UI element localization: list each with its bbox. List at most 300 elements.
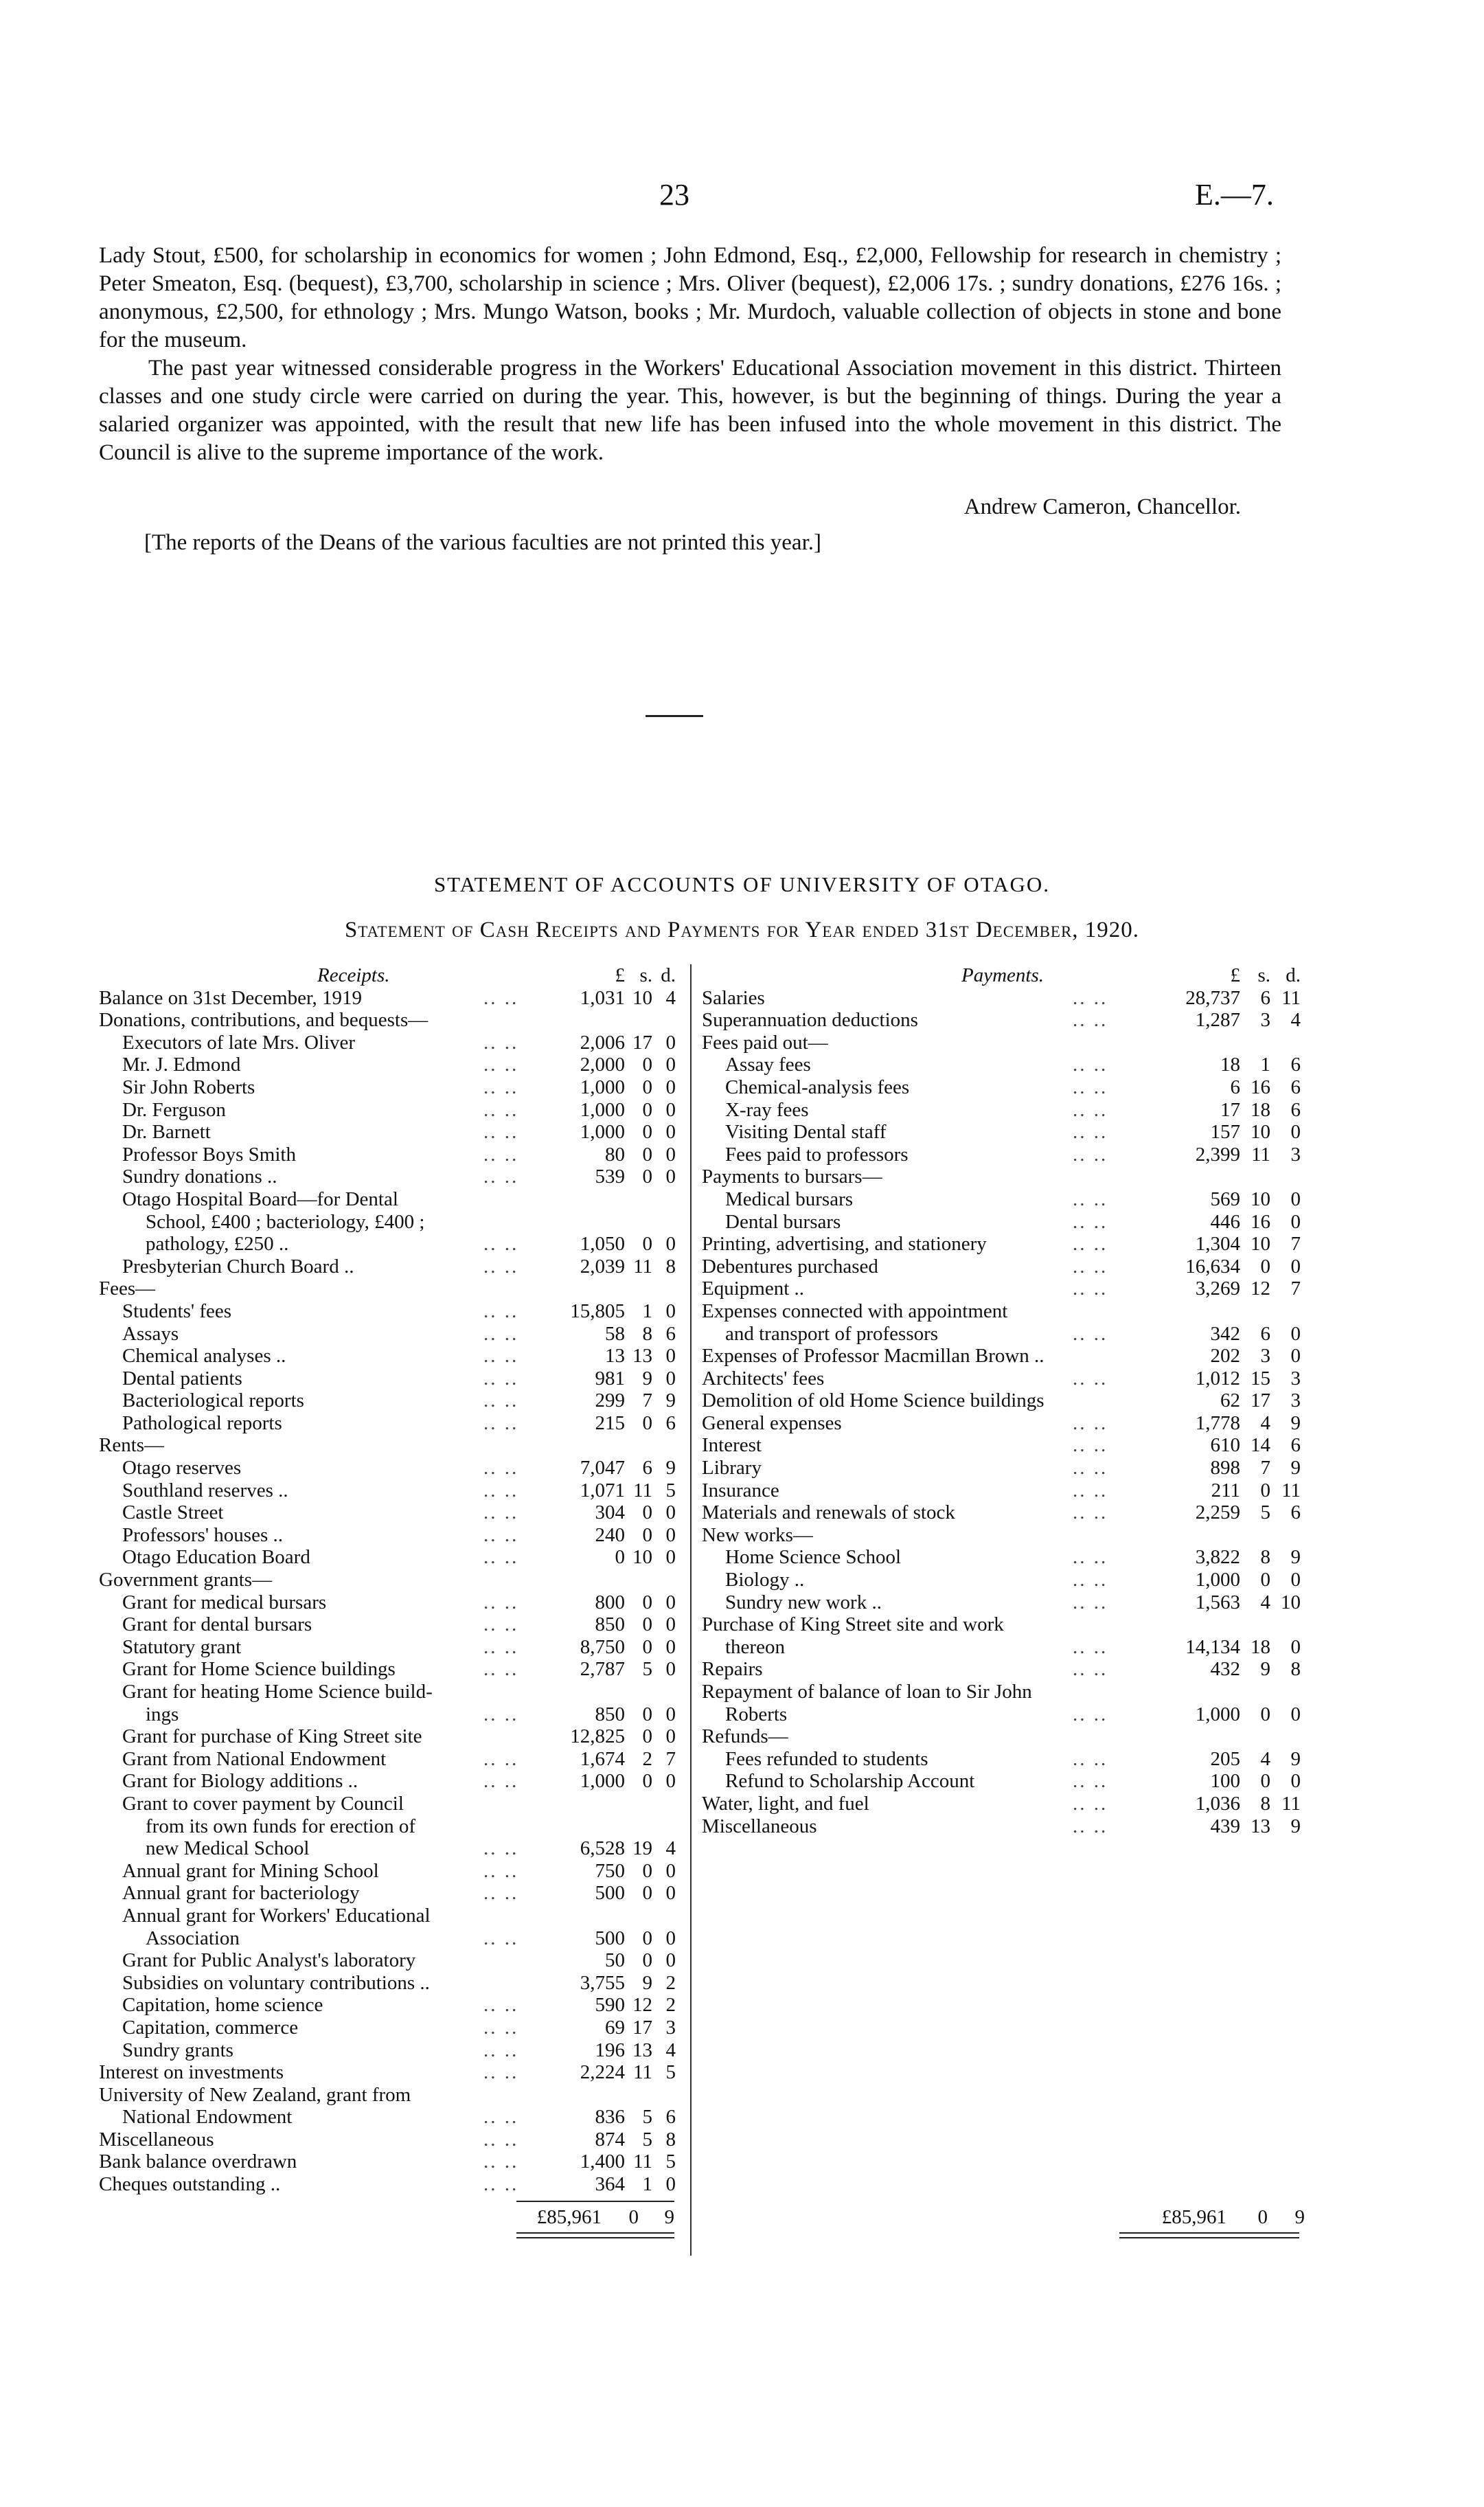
receipt-pence: 0 xyxy=(665,1166,676,1188)
payment-label: Visiting Dental staff xyxy=(725,1121,887,1144)
payment-pounds: 1,036 xyxy=(1195,1792,1240,1815)
payment-pounds: 1,304 xyxy=(1195,1233,1240,1256)
receipt-label: Presbyterian Church Board .. xyxy=(122,1255,354,1278)
payment-shillings: 16 xyxy=(1251,1210,1270,1233)
receipt-pounds: 3,755 xyxy=(580,1971,625,1994)
payment-pounds: 62 xyxy=(1220,1389,1240,1412)
receipt-pence: 2 xyxy=(665,1994,676,2017)
receipt-pounds: 590 xyxy=(595,1994,625,2017)
payment-pence: 3 xyxy=(1290,1367,1301,1389)
receipt-label: Otago Education Board xyxy=(122,1546,310,1569)
payment-pence: 6 xyxy=(1290,1076,1301,1098)
leader-dots: .. .. xyxy=(483,1322,519,1345)
receipt-row xyxy=(99,2106,676,2129)
payment-row xyxy=(702,1032,1306,1054)
receipt-label: Dental patients xyxy=(122,1367,242,1389)
payment-row xyxy=(702,1524,1306,1547)
payment-pounds: 16,634 xyxy=(1185,1255,1240,1278)
receipt-pounds: 1,000 xyxy=(580,1098,625,1121)
payment-shillings: 12 xyxy=(1251,1278,1270,1300)
payment-pence: 3 xyxy=(1290,1143,1301,1166)
pence-header: d. xyxy=(1286,964,1301,986)
payment-shillings: 18 xyxy=(1251,1635,1270,1658)
leader-dots: .. .. xyxy=(483,1054,519,1076)
leader-dots: .. .. xyxy=(1073,1233,1108,1256)
payment-row xyxy=(702,1613,1306,1636)
receipt-shillings: 0 xyxy=(642,1098,652,1121)
receipt-label: Professor Boys Smith xyxy=(122,1143,296,1166)
payment-pounds: 1,000 xyxy=(1195,1569,1240,1591)
payment-pence: 9 xyxy=(1290,1815,1301,1837)
payment-shillings: 4 xyxy=(1260,1591,1270,1613)
payment-label: Fees paid out— xyxy=(702,1031,828,1054)
receipt-row xyxy=(99,1748,676,1771)
payment-row xyxy=(702,1166,1306,1188)
payment-row xyxy=(702,1658,1306,1681)
payment-pence: 9 xyxy=(1290,1747,1301,1770)
payment-shillings: 0 xyxy=(1260,1770,1270,1793)
payment-shillings: 18 xyxy=(1251,1098,1270,1121)
intro-paragraph-1: Lady Stout, £500, for scholarship in economics for women ; John Edmond, Esq., £2,000, Fellowship for research in chemistry ; Peter Smeaton, Esq. (bequest), £3,700, scholarship in science ; Mrs. Oliver (bequest), £2,006 17s. ; sundry donations, £276 16s. ; anonymous, £2,500, for ethnology ; Mrs. Mungo Watson, books ; Mr. Murdoch, valuable collection of objects in stone and bone for the museum. xyxy=(99,243,1281,352)
receipt-pence: 8 xyxy=(665,2128,676,2151)
receipt-pounds: 1,000 xyxy=(580,1121,625,1144)
payment-label: Materials and renewals of stock xyxy=(702,1501,955,1524)
receipt-label: Subsidies on voluntary contributions .. xyxy=(122,1971,430,1994)
payment-pence: 3 xyxy=(1290,1389,1301,1412)
payment-pounds: 3,822 xyxy=(1195,1546,1240,1569)
shillings-header: s. xyxy=(639,964,652,986)
receipt-shillings: 6 xyxy=(642,1457,652,1479)
receipt-shillings: 5 xyxy=(642,1658,652,1681)
payment-label: Expenses of Professor Macmillan Brown .. xyxy=(702,1345,1044,1368)
payment-row xyxy=(702,1703,1306,1726)
payment-pounds: 28,737 xyxy=(1185,986,1240,1009)
receipt-label: Otago reserves xyxy=(122,1457,242,1479)
receipt-shillings: 0 xyxy=(642,1635,652,1658)
receipt-label: Bacteriological reports xyxy=(122,1389,304,1412)
payment-row xyxy=(702,1412,1306,1435)
receipt-shillings: 0 xyxy=(642,1725,652,1748)
payment-label: Chemical-analysis fees xyxy=(725,1076,910,1098)
payment-label: Architects' fees xyxy=(702,1367,825,1389)
payment-row xyxy=(702,1479,1306,1502)
receipt-row xyxy=(99,1569,676,1591)
receipt-pounds: 800 xyxy=(595,1591,625,1613)
payment-row xyxy=(702,1770,1306,1793)
receipt-shillings: 0 xyxy=(642,1591,652,1613)
receipt-pence: 6 xyxy=(665,1322,676,1345)
receipt-pounds: 58 xyxy=(605,1322,625,1345)
receipt-row xyxy=(99,1457,676,1479)
receipt-label: Interest on investments xyxy=(99,2061,284,2084)
receipts-total-pounds: £85,961 xyxy=(536,2206,602,2228)
receipt-pence: 0 xyxy=(665,1613,676,1636)
payment-row xyxy=(702,1211,1306,1234)
leader-dots: .. .. xyxy=(483,2128,519,2151)
receipt-pence: 0 xyxy=(665,1076,676,1098)
receipt-shillings: 12 xyxy=(632,1994,652,2017)
payment-shillings: 3 xyxy=(1260,1009,1270,1032)
receipt-pence: 0 xyxy=(665,1882,676,1905)
receipt-label: Donations, contributions, and bequests— xyxy=(99,1009,429,1032)
payment-pence: 9 xyxy=(1290,1411,1301,1434)
receipt-label: ings xyxy=(146,1703,179,1725)
receipt-pence: 0 xyxy=(665,1233,676,1256)
receipt-label: Grant for Biology additions .. xyxy=(122,1770,358,1793)
payment-shillings: 14 xyxy=(1251,1434,1270,1457)
statement-subtitle: Statement of Cash Receipts and Payments for Year ended 31st December, 1920. xyxy=(344,918,1140,942)
receipt-pounds: 2,787 xyxy=(580,1658,625,1681)
leader-dots: .. .. xyxy=(483,1255,519,1278)
receipt-pounds: 1,674 xyxy=(580,1747,625,1770)
receipt-pence: 0 xyxy=(665,1143,676,1166)
receipt-row xyxy=(99,987,676,1010)
receipt-label: Southland reserves .. xyxy=(122,1479,288,1501)
receipt-pence: 4 xyxy=(665,1837,676,1860)
receipt-shillings: 10 xyxy=(632,986,652,1009)
payment-label: Water, light, and fuel xyxy=(702,1792,869,1815)
receipt-pence: 0 xyxy=(665,1949,676,1972)
receipt-pounds: 15,805 xyxy=(570,1300,625,1322)
payment-pence: 4 xyxy=(1290,1009,1301,1032)
leader-dots: .. .. xyxy=(483,1523,519,1546)
receipt-label: Mr. J. Edmond xyxy=(122,1054,241,1076)
payment-pounds: 205 xyxy=(1210,1747,1240,1770)
receipt-pence: 9 xyxy=(665,1389,676,1412)
receipt-label: Fees— xyxy=(99,1278,156,1300)
receipt-shillings: 0 xyxy=(642,1703,652,1725)
receipt-pence: 0 xyxy=(665,1725,676,1748)
receipt-row xyxy=(99,1681,676,1703)
receipt-label: Sundry donations .. xyxy=(122,1166,277,1188)
receipts-total-rule xyxy=(516,2201,674,2202)
receipt-row xyxy=(99,1882,676,1905)
receipt-label: pathology, £250 .. xyxy=(146,1233,289,1256)
payment-row xyxy=(702,1345,1306,1368)
payment-label: Interest xyxy=(702,1434,762,1457)
receipt-pence: 0 xyxy=(665,2173,676,2196)
payment-shillings: 6 xyxy=(1260,986,1270,1009)
payment-pence: 8 xyxy=(1290,1658,1301,1681)
receipt-row xyxy=(99,1278,676,1300)
leader-dots: .. .. xyxy=(483,1389,519,1412)
payment-row xyxy=(702,1054,1306,1076)
payment-pence: 11 xyxy=(1281,986,1301,1009)
payment-pounds: 2,399 xyxy=(1195,1143,1240,1166)
receipt-label: National Endowment xyxy=(122,2106,293,2129)
receipt-shillings: 0 xyxy=(642,1411,652,1434)
receipt-pence: 0 xyxy=(665,1546,676,1569)
receipt-pounds: 1,071 xyxy=(580,1479,625,1501)
leader-dots: .. .. xyxy=(483,1121,519,1144)
receipt-shillings: 0 xyxy=(642,1054,652,1076)
payments-column xyxy=(702,964,1306,1837)
receipt-pence: 2 xyxy=(665,1971,676,1994)
pounds-header: £ xyxy=(1230,964,1240,986)
leader-dots: .. .. xyxy=(1073,1210,1108,1233)
receipt-pence: 8 xyxy=(665,1255,676,1278)
receipt-label: Balance on 31st December, 1919 xyxy=(99,986,362,1009)
receipt-shillings: 0 xyxy=(642,1770,652,1793)
leader-dots: .. .. xyxy=(1073,1635,1108,1658)
receipt-pounds: 1,000 xyxy=(580,1770,625,1793)
pence-header: d. xyxy=(661,964,676,986)
receipt-row xyxy=(99,1613,676,1636)
receipt-shillings: 5 xyxy=(642,2106,652,2129)
receipt-pence: 0 xyxy=(665,1927,676,1949)
receipt-label: Grant to cover payment by Council xyxy=(122,1792,404,1815)
payment-shillings: 15 xyxy=(1251,1367,1270,1389)
leader-dots: .. .. xyxy=(483,1098,519,1121)
leader-dots: .. .. xyxy=(1073,1188,1108,1210)
payment-shillings: 9 xyxy=(1260,1658,1270,1681)
payment-shillings: 6 xyxy=(1260,1322,1270,1345)
payment-pounds: 3,269 xyxy=(1195,1278,1240,1300)
payment-label: Demolition of old Home Science buildings xyxy=(702,1389,1044,1412)
receipt-row xyxy=(99,1837,676,1860)
payment-label: Fees refunded to students xyxy=(725,1747,928,1770)
payment-pounds: 17 xyxy=(1220,1098,1240,1121)
payment-shillings: 8 xyxy=(1260,1546,1270,1569)
leader-dots: .. .. xyxy=(1073,1009,1108,1032)
receipt-label: Sundry grants xyxy=(122,2039,233,2061)
receipt-row xyxy=(99,1389,676,1412)
receipt-pence: 0 xyxy=(665,1300,676,1322)
receipt-row xyxy=(99,1300,676,1323)
receipt-pounds: 196 xyxy=(595,2039,625,2061)
payment-pence: 6 xyxy=(1290,1434,1301,1457)
receipt-pounds: 500 xyxy=(595,1927,625,1949)
receipt-pence: 5 xyxy=(665,2061,676,2084)
receipt-row xyxy=(99,1323,676,1346)
receipt-shillings: 19 xyxy=(632,1837,652,1860)
receipt-label: Grant for medical bursars xyxy=(122,1591,327,1613)
leader-dots: .. .. xyxy=(1073,1411,1108,1434)
receipt-label: Professors' houses .. xyxy=(122,1523,283,1546)
receipt-row xyxy=(99,1815,676,1838)
receipt-shillings: 10 xyxy=(632,1546,652,1569)
leader-dots: .. .. xyxy=(483,1658,519,1681)
statement-title: STATEMENT OF ACCOUNTS OF UNIVERSITY OF OTAGO. xyxy=(433,872,1051,896)
receipt-pence: 0 xyxy=(665,1658,676,1681)
payment-pence: 0 xyxy=(1290,1770,1301,1793)
column-separator xyxy=(690,964,692,2256)
payment-pounds: 6 xyxy=(1230,1076,1240,1098)
receipt-pence: 0 xyxy=(665,1367,676,1389)
payment-pounds: 157 xyxy=(1210,1121,1240,1144)
receipt-row xyxy=(99,1434,676,1457)
leader-dots: .. .. xyxy=(483,2039,519,2061)
receipt-row xyxy=(99,1793,676,1815)
payment-shillings: 7 xyxy=(1260,1457,1270,1479)
leader-dots: .. .. xyxy=(483,2061,519,2084)
receipt-label: Chemical analyses .. xyxy=(122,1345,286,1368)
receipt-row xyxy=(99,1009,676,1032)
receipt-label: Cheques outstanding .. xyxy=(99,2173,281,2196)
receipt-label: Annual grant for Mining School xyxy=(122,1859,379,1882)
receipt-pounds: 500 xyxy=(595,1882,625,1905)
receipt-row xyxy=(99,2039,676,2062)
payment-row xyxy=(702,1300,1306,1323)
section-divider xyxy=(646,715,703,717)
payment-row xyxy=(702,1144,1306,1166)
receipt-label: new Medical School xyxy=(146,1837,310,1860)
receipt-label: Pathological reports xyxy=(122,1411,282,1434)
leader-dots: .. .. xyxy=(483,1367,519,1389)
payment-row xyxy=(702,1256,1306,1278)
leader-dots: .. .. xyxy=(483,1747,519,1770)
payments-total-double-rule xyxy=(1119,2232,1299,2238)
receipt-shillings: 0 xyxy=(642,1927,652,1949)
payment-label: Insurance xyxy=(702,1479,779,1501)
receipt-shillings: 13 xyxy=(632,2039,652,2061)
page-number: 23 xyxy=(659,178,689,212)
leader-dots: .. .. xyxy=(483,1479,519,1501)
payment-pence: 0 xyxy=(1290,1345,1301,1368)
receipt-label: Otago Hospital Board—for Dental xyxy=(122,1188,398,1210)
payment-label: Dental bursars xyxy=(725,1210,841,1233)
payment-pence: 7 xyxy=(1290,1278,1301,1300)
payment-row xyxy=(702,1725,1306,1748)
receipt-label: Association xyxy=(146,1927,240,1949)
receipt-label: Government grants— xyxy=(99,1569,273,1591)
payment-pounds: 342 xyxy=(1210,1322,1240,1345)
payment-shillings: 10 xyxy=(1251,1121,1270,1144)
receipt-row xyxy=(99,1703,676,1726)
payment-shillings: 10 xyxy=(1251,1233,1270,1256)
receipt-row xyxy=(99,1099,676,1122)
payment-pounds: 446 xyxy=(1210,1210,1240,1233)
payment-label: Refund to Scholarship Account xyxy=(725,1770,975,1793)
leader-dots: .. .. xyxy=(483,1457,519,1479)
leader-dots: .. .. xyxy=(1073,1278,1108,1300)
receipt-pounds: 7,047 xyxy=(580,1457,625,1479)
receipt-row xyxy=(99,2151,676,2173)
payment-pence: 9 xyxy=(1290,1457,1301,1479)
leader-dots: .. .. xyxy=(483,1994,519,2017)
receipt-row xyxy=(99,1860,676,1883)
payment-label: Assay fees xyxy=(725,1054,811,1076)
receipt-label: Rents— xyxy=(99,1434,165,1457)
receipt-label: Grant for heating Home Science build- xyxy=(122,1681,433,1703)
receipt-label: Grant for purchase of King Street site xyxy=(122,1725,422,1748)
payment-label: Equipment .. xyxy=(702,1278,805,1300)
payment-label: Roberts xyxy=(725,1703,788,1725)
payment-label: General expenses xyxy=(702,1411,842,1434)
receipt-shillings: 0 xyxy=(642,1613,652,1636)
payment-row xyxy=(702,1233,1306,1256)
payment-row xyxy=(702,1569,1306,1591)
editorial-note: [The reports of the Deans of the various faculties are not printed this year.] xyxy=(144,530,821,555)
payment-pounds: 432 xyxy=(1210,1658,1240,1681)
receipt-pence: 7 xyxy=(665,1747,676,1770)
payment-label: Biology .. xyxy=(725,1569,805,1591)
receipt-pounds: 50 xyxy=(605,1949,625,1972)
receipt-pounds: 304 xyxy=(595,1501,625,1524)
receipt-label: School, £400 ; bacteriology, £400 ; xyxy=(146,1210,425,1233)
payment-pence: 11 xyxy=(1281,1479,1301,1501)
receipt-pounds: 13 xyxy=(605,1345,625,1368)
payment-shillings: 0 xyxy=(1260,1703,1270,1725)
leader-dots: .. .. xyxy=(483,1703,519,1725)
receipt-pounds: 8,750 xyxy=(580,1635,625,1658)
receipt-label: Dr. Ferguson xyxy=(122,1098,226,1121)
leader-dots: .. .. xyxy=(1073,1479,1108,1501)
receipt-pounds: 299 xyxy=(595,1389,625,1412)
leader-dots: .. .. xyxy=(1073,986,1108,1009)
leader-dots: .. .. xyxy=(1073,1658,1108,1681)
receipt-row xyxy=(99,1233,676,1256)
receipt-pounds: 80 xyxy=(605,1143,625,1166)
leader-dots: .. .. xyxy=(483,1837,519,1860)
payment-pounds: 1,287 xyxy=(1195,1009,1240,1032)
receipt-pounds: 1,000 xyxy=(580,1076,625,1098)
receipt-pence: 0 xyxy=(665,1635,676,1658)
payment-pounds: 610 xyxy=(1210,1434,1240,1457)
payment-pounds: 1,563 xyxy=(1195,1591,1240,1613)
leader-dots: .. .. xyxy=(483,1770,519,1793)
receipt-row xyxy=(99,1368,676,1390)
payment-label: Salaries xyxy=(702,986,765,1009)
receipt-pence: 0 xyxy=(665,1591,676,1613)
receipt-row xyxy=(99,2084,676,2107)
leader-dots: .. .. xyxy=(483,1635,519,1658)
leader-dots: .. .. xyxy=(1073,1747,1108,1770)
receipt-row xyxy=(99,1905,676,1927)
receipt-row xyxy=(99,1054,676,1076)
payment-label: thereon xyxy=(725,1635,785,1658)
receipt-pence: 6 xyxy=(665,2106,676,2129)
receipt-pence: 0 xyxy=(665,1770,676,1793)
payment-row xyxy=(702,1099,1306,1122)
intro-paragraph-2: The past year witnessed considerable progress in the Workers' Educational Association movement in this district. Thirteen classes and one study circle were carried on during the year. This, however, is but the beginning of things. During the year a salaried organizer was appointed, with the result that new life has been infused into the whole movement in this district. The Council is alive to the supreme importance of the work. xyxy=(99,356,1281,465)
leader-dots: .. .. xyxy=(1073,1255,1108,1278)
receipt-label: Grant from National Endowment xyxy=(122,1747,387,1770)
payment-shillings: 0 xyxy=(1260,1255,1270,1278)
receipt-pence: 5 xyxy=(665,1479,676,1501)
payment-pounds: 18 xyxy=(1220,1054,1240,1076)
receipt-pounds: 2,006 xyxy=(580,1031,625,1054)
payment-shillings: 0 xyxy=(1260,1569,1270,1591)
payment-pounds: 569 xyxy=(1210,1188,1240,1210)
leader-dots: .. .. xyxy=(483,986,519,1009)
receipt-shillings: 0 xyxy=(642,1523,652,1546)
receipt-pounds: 850 xyxy=(595,1613,625,1636)
payments-total xyxy=(1119,2206,1305,2230)
payment-shillings: 10 xyxy=(1251,1188,1270,1210)
receipt-pounds: 981 xyxy=(595,1367,625,1389)
receipt-shillings: 1 xyxy=(642,1300,652,1322)
payment-pence: 0 xyxy=(1290,1635,1301,1658)
receipts-heading: Receipts. xyxy=(317,964,390,986)
receipt-label: from its own funds for erection of xyxy=(146,1815,416,1837)
payment-row xyxy=(702,1815,1306,1838)
payment-pounds: 1,778 xyxy=(1195,1411,1240,1434)
payment-pence: 0 xyxy=(1290,1188,1301,1210)
receipt-pence: 0 xyxy=(665,1098,676,1121)
payment-label: Payments to bursars— xyxy=(702,1166,882,1188)
payment-shillings: 3 xyxy=(1260,1345,1270,1368)
receipt-pence: 0 xyxy=(665,1121,676,1144)
payment-row xyxy=(702,987,1306,1010)
payment-pence: 0 xyxy=(1290,1322,1301,1345)
payment-label: Superannuation deductions xyxy=(702,1009,918,1032)
receipt-shillings: 11 xyxy=(633,1479,652,1501)
receipts-column xyxy=(99,964,676,2196)
receipt-pence: 9 xyxy=(665,1457,676,1479)
receipt-row xyxy=(99,1636,676,1659)
receipt-label: Grant for Public Analyst's laboratory xyxy=(122,1949,416,1972)
